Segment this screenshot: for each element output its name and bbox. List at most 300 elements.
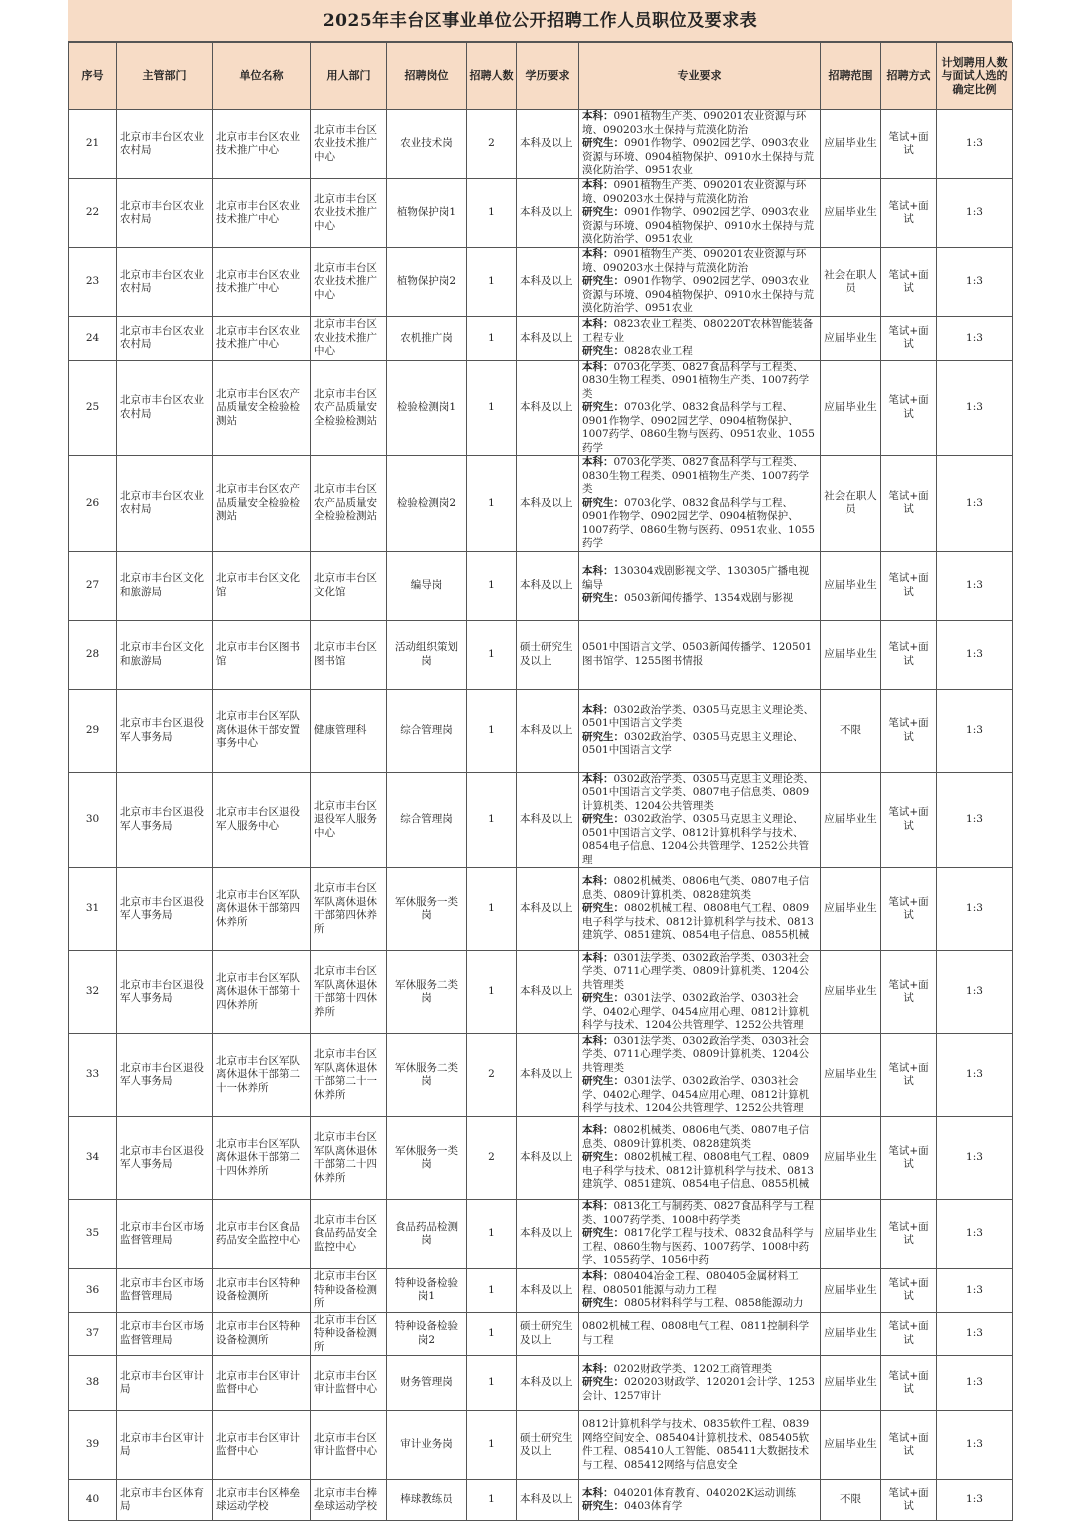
cell-education: 本科及以上 <box>517 317 579 361</box>
major-graduate-label: 研究生： <box>582 1376 624 1389</box>
cell-education: 硕士研究生及以上 <box>517 1411 579 1480</box>
cell-scope: 社会在职人员 <box>821 456 881 552</box>
cell-no: 31 <box>69 868 117 951</box>
major-undergrad <box>582 1487 817 1501</box>
cell-unit: 北京市丰台区军队离休退休干部第二十一休养所 <box>213 1034 311 1117</box>
major-graduate-label: 研究生： <box>582 1227 624 1240</box>
cell-method: 笔试+面试 <box>881 1411 937 1480</box>
cell-count: 1 <box>467 360 517 456</box>
table-row <box>69 1034 1013 1117</box>
cell-no: 26 <box>69 456 117 552</box>
table-row <box>69 689 1013 772</box>
cell-user-dept: 北京市丰台区农业技术推广中心 <box>311 317 387 361</box>
major-graduate-text: 0403体育学 <box>624 1500 683 1512</box>
cell-user-dept: 北京市丰台区退役军人服务中心 <box>311 772 387 868</box>
table-row <box>69 1480 1013 1521</box>
cell-no: 37 <box>69 1312 117 1356</box>
major-graduate-label: 研究生： <box>582 1297 624 1309</box>
major-undergrad <box>582 952 817 993</box>
cell-dept: 北京市丰台区文化和旅游局 <box>117 551 213 620</box>
cell-dept: 北京市丰台区文化和旅游局 <box>117 620 213 689</box>
cell-user-dept: 北京市丰台区军队离休退休干部第四休养所 <box>311 868 387 951</box>
cell-post: 检验检测岗1 <box>387 360 467 456</box>
major-graduate-label: 研究生： <box>582 730 624 743</box>
cell-user-dept: 北京市丰台区军队离休退休干部第二十一休养所 <box>311 1034 387 1117</box>
cell-no: 34 <box>69 1117 117 1200</box>
major-undergrad-label: 本科： <box>582 110 614 123</box>
cell-method: 笔试+面试 <box>881 551 937 620</box>
cell-dept: 北京市丰台区审计局 <box>117 1411 213 1480</box>
major-graduate-label: 研究生： <box>582 401 624 413</box>
table-row <box>69 1356 1013 1411</box>
major-undergrad-label: 本科： <box>582 772 614 785</box>
major-undergrad-text: 0301法学类、0302政治学类、0303社会学类、0711心理学类、0809计算机类、1204公共管理类 <box>582 1034 810 1074</box>
major-undergrad-label: 本科： <box>582 703 614 716</box>
cell-count: 1 <box>467 1200 517 1269</box>
cell-method: 笔试+面试 <box>881 620 937 689</box>
cell-ratio: 1:3 <box>937 1411 1013 1480</box>
cell-count: 2 <box>467 1034 517 1117</box>
cell-method: 笔试+面试 <box>881 1200 937 1269</box>
cell-post: 编导岗 <box>387 551 467 620</box>
cell-scope: 应届毕业生 <box>821 1411 881 1480</box>
major-undergrad-text: 0802机械类、0806电气类、0807电子信息类、0809计算机类、0828建筑类 <box>582 1124 810 1150</box>
cell-unit: 北京市丰台区审计监督中心 <box>213 1356 311 1411</box>
cell-count: 1 <box>467 1269 517 1313</box>
major-undergrad-label: 本科： <box>582 360 614 373</box>
major-graduate <box>582 1297 817 1311</box>
major-graduate <box>582 1151 817 1192</box>
table-row <box>69 1117 1013 1200</box>
cell-major <box>579 1411 821 1480</box>
table-row <box>69 1312 1013 1356</box>
cell-no: 40 <box>69 1480 117 1521</box>
major-graduate <box>582 401 817 455</box>
cell-post: 军休服务一类岗 <box>387 1117 467 1200</box>
major-undergrad-label: 本科： <box>582 179 614 192</box>
table-row <box>69 1411 1013 1480</box>
major-graduate <box>582 592 817 606</box>
cell-major <box>579 551 821 620</box>
major-graduate-label: 研究生： <box>582 345 624 357</box>
major-text: 0802机械工程、0808电气工程、0811控制科学与工程 <box>582 1320 810 1346</box>
cell-scope: 应届毕业生 <box>821 620 881 689</box>
major-graduate-text: 0301法学、0302政治学、0303社会学、0402心理学、0454应用心理、0812计算机科学与技术、1204公共管理学、1252公共管理 <box>582 1075 810 1114</box>
cell-ratio: 1:3 <box>937 689 1013 772</box>
major-undergrad-label: 本科： <box>582 1124 614 1137</box>
cell-user-dept: 北京市丰台区农业技术推广中心 <box>311 179 387 248</box>
cell-post: 特种设备检验岗1 <box>387 1269 467 1313</box>
major-undergrad-text: 0703化学类、0827食品科学与工程类、0830生物工程类、0901植物生产类、1007药学类 <box>582 456 810 495</box>
header-dept: 主管部门 <box>117 43 213 110</box>
cell-post: 综合管理岗 <box>387 772 467 868</box>
major-graduate-label: 研究生： <box>582 496 624 509</box>
major-undergrad-label: 本科： <box>582 951 614 964</box>
cell-scope: 应届毕业生 <box>821 868 881 951</box>
header-ratio: 计划聘用人数与面试人选的确定比例 <box>937 43 1013 110</box>
cell-count: 1 <box>467 1480 517 1521</box>
major-graduate-text: 0901作物学、0902园艺学、0903农业资源与环境、0904植物保护、0910水土保持与荒漠化防治学、0951农业 <box>582 206 814 246</box>
cell-no: 27 <box>69 551 117 620</box>
cell-ratio: 1:3 <box>937 1356 1013 1411</box>
cell-count: 2 <box>467 110 517 179</box>
cell-scope: 不限 <box>821 1480 881 1521</box>
cell-post: 活动组织策划岗 <box>387 620 467 689</box>
cell-method: 笔试+面试 <box>881 110 937 179</box>
cell-no: 32 <box>69 951 117 1034</box>
cell-major <box>579 951 821 1034</box>
cell-major <box>579 110 821 179</box>
major-undergrad-text: 0302政治学类、0305马克思主义理论类、0501中国语言文学类、0807电子信息类、0809计算机类、1204公共管理类 <box>582 772 814 812</box>
cell-dept: 北京市丰台区退役军人事务局 <box>117 868 213 951</box>
table-row <box>69 620 1013 689</box>
major-graduate-text: 0901作物学、0902园艺学、0903农业资源与环境、0904植物保护、0910水土保持与荒漠化防治学、0951农业 <box>582 275 814 315</box>
cell-count: 1 <box>467 689 517 772</box>
major-graduate-text: 0302政治学、0305马克思主义理论、0501中国语言文学、0812计算机科学与技术、0854电子信息、1204公共管理学、1252公共管理 <box>582 813 810 866</box>
cell-scope: 应届毕业生 <box>821 1117 881 1200</box>
major-undergrad-label: 本科： <box>582 1034 614 1047</box>
cell-post: 植物保护岗1 <box>387 179 467 248</box>
major-text: 0501中国语言文学、0503新闻传播学、120501图书馆学、1255图书情报 <box>582 641 813 667</box>
cell-user-dept: 北京市丰台区军队离休退休干部第十四休养所 <box>311 951 387 1034</box>
header-user-dept: 用人部门 <box>311 43 387 110</box>
cell-count: 2 <box>467 1117 517 1200</box>
cell-unit: 北京市丰台区农业技术推广中心 <box>213 179 311 248</box>
major-graduate-text: 0817化学工程与技术、0832食品科学与工程、0860生物与医药、1007药学、1008中药学、1055药学、1056中药 <box>582 1227 814 1267</box>
cell-method: 笔试+面试 <box>881 1312 937 1356</box>
cell-no: 22 <box>69 179 117 248</box>
cell-education: 本科及以上 <box>517 1356 579 1411</box>
cell-method: 笔试+面试 <box>881 1480 937 1521</box>
major-graduate <box>582 1500 817 1514</box>
cell-education: 本科及以上 <box>517 456 579 552</box>
major-graduate-label: 研究生： <box>582 813 624 825</box>
major-graduate <box>582 992 817 1033</box>
major-text: 0812计算机科学与技术、0835软件工程、0839网络空间安全、085404计算机技术、085405软件工程、085410人工智能、085411大数据技术与工程、085412网络与信息安全 <box>582 1418 810 1471</box>
cell-method: 笔试+面试 <box>881 951 937 1034</box>
cell-no: 24 <box>69 317 117 361</box>
cell-ratio: 1:3 <box>937 1117 1013 1200</box>
cell-no: 39 <box>69 1411 117 1480</box>
cell-count: 1 <box>467 951 517 1034</box>
cell-ratio: 1:3 <box>937 360 1013 456</box>
major-undergrad-text: 080404冶金工程、080405金属材料工程、080501能源与动力工程 <box>582 1270 799 1296</box>
cell-major <box>579 1312 821 1356</box>
major-undergrad <box>582 773 817 814</box>
cell-unit: 北京市丰台区图书馆 <box>213 620 311 689</box>
cell-unit: 北京市丰台区农产品质量安全检验检测站 <box>213 360 311 456</box>
major-undergrad-text: 0301法学类、0302政治学类、0303社会学类、0711心理学类、0809计算机类、1204公共管理类 <box>582 951 810 991</box>
table-row <box>69 179 1013 248</box>
cell-user-dept: 北京市丰台棒垒球运动学校 <box>311 1480 387 1521</box>
major-graduate <box>582 813 817 867</box>
cell-method: 笔试+面试 <box>881 1034 937 1117</box>
cell-no: 29 <box>69 689 117 772</box>
cell-major <box>579 868 821 951</box>
major-graduate-label: 研究生： <box>582 1075 624 1087</box>
positions-table <box>68 42 1013 1521</box>
major-undergrad-label: 本科： <box>582 875 614 888</box>
cell-ratio: 1:3 <box>937 456 1013 552</box>
cell-method: 笔试+面试 <box>881 317 937 361</box>
major-graduate <box>582 1227 817 1268</box>
header-major: 专业要求 <box>579 43 821 110</box>
major-undergrad-text: 0901植物生产类、090201农业资源与环境、090203水土保持与荒漠化防治 <box>582 110 807 136</box>
major-graduate-text: 0302政治学、0305马克思主义理论、0501中国语言文学 <box>582 730 804 756</box>
cell-scope: 应届毕业生 <box>821 551 881 620</box>
major-undergrad <box>582 565 817 592</box>
cell-unit: 北京市丰台区农产品质量安全检验检测站 <box>213 456 311 552</box>
major-graduate-text: 0828农业工程 <box>624 345 693 357</box>
cell-education: 本科及以上 <box>517 179 579 248</box>
major-undergrad <box>582 361 817 402</box>
cell-scope: 应届毕业生 <box>821 317 881 361</box>
cell-post: 植物保护岗2 <box>387 248 467 317</box>
cell-education: 本科及以上 <box>517 1200 579 1269</box>
table-row <box>69 551 1013 620</box>
cell-scope: 不限 <box>821 689 881 772</box>
cell-major <box>579 456 821 552</box>
cell-unit: 北京市丰台区军队离休退休干部第四休养所 <box>213 868 311 951</box>
major-undergrad-text: 0901植物生产类、090201农业资源与环境、090203水土保持与荒漠化防治 <box>582 248 807 274</box>
cell-education: 本科及以上 <box>517 551 579 620</box>
cell-education: 硕士研究生及以上 <box>517 1312 579 1356</box>
major-graduate-label: 研究生： <box>582 206 624 219</box>
major-graduate <box>582 206 817 247</box>
major-graduate <box>582 902 817 943</box>
cell-major <box>579 360 821 456</box>
cell-ratio: 1:3 <box>937 772 1013 868</box>
cell-dept: 北京市丰台区退役军人事务局 <box>117 1034 213 1117</box>
cell-post: 军休服务二类岗 <box>387 1034 467 1117</box>
cell-count: 1 <box>467 248 517 317</box>
table-row <box>69 110 1013 179</box>
major-undergrad-text: 0901植物生产类、090201农业资源与环境、090203水土保持与荒漠化防治 <box>582 179 807 205</box>
cell-post: 军休服务二类岗 <box>387 951 467 1034</box>
cell-user-dept: 北京市丰台区农业技术推广中心 <box>311 248 387 317</box>
cell-unit: 北京市丰台区审计监督中心 <box>213 1411 311 1480</box>
cell-unit: 北京市丰台区农业技术推广中心 <box>213 317 311 361</box>
major-graduate-text: 0805材料科学与工程、0858能源动力 <box>624 1297 804 1309</box>
header-education: 学历要求 <box>517 43 579 110</box>
major-undergrad-label: 本科： <box>582 565 614 578</box>
major-undergrad-label: 本科： <box>582 248 614 261</box>
cell-post: 军休服务一类岗 <box>387 868 467 951</box>
cell-major <box>579 1034 821 1117</box>
major-undergrad-text: 040201体育教育、040202K运动训练 <box>613 1486 797 1499</box>
cell-count: 1 <box>467 551 517 620</box>
major-undergrad-text: 0703化学类、0827食品科学与工程类、0830生物工程类、0901植物生产类、1007药学类 <box>582 360 810 400</box>
cell-unit: 北京市丰台区食品药品安全监控中心 <box>213 1200 311 1269</box>
cell-scope: 应届毕业生 <box>821 772 881 868</box>
major-graduate-text: 0703化学、0832食品科学与工程、0901作物学、0902园艺学、0904植物保护、1007药学、0860生物与医药、0951农业、1055药学 <box>582 401 815 454</box>
major-graduate-label: 研究生： <box>582 137 624 150</box>
cell-method: 笔试+面试 <box>881 772 937 868</box>
cell-ratio: 1:3 <box>937 1480 1013 1521</box>
cell-no: 35 <box>69 1200 117 1269</box>
major-graduate-text: 0802机械工程、0808电气工程、0809电子科学与技术、0812计算机科学与技术、0813建筑学、0851建筑、0854电子信息、0855机械 <box>582 1151 814 1191</box>
cell-method: 笔试+面试 <box>881 868 937 951</box>
major-graduate-text: 020203财政学、120201会计学、1253会计、1257审计 <box>582 1376 815 1402</box>
major-undergrad-label: 本科： <box>582 1362 614 1375</box>
cell-no: 21 <box>69 110 117 179</box>
cell-user-dept: 北京市丰台区军队离休退休干部第二十四休养所 <box>311 1117 387 1200</box>
cell-major <box>579 772 821 868</box>
cell-unit: 北京市丰台区退役军人服务中心 <box>213 772 311 868</box>
table-row <box>69 951 1013 1034</box>
cell-unit: 北京市丰台区特种设备检测所 <box>213 1269 311 1313</box>
cell-count: 1 <box>467 868 517 951</box>
major-undergrad <box>582 1200 817 1227</box>
header-post: 招聘岗位 <box>387 43 467 110</box>
table-body <box>69 110 1013 1521</box>
cell-major <box>579 179 821 248</box>
header-count: 招聘人数 <box>467 43 517 110</box>
cell-no: 33 <box>69 1034 117 1117</box>
major-graduate <box>582 1075 817 1116</box>
cell-scope: 应届毕业生 <box>821 1034 881 1117</box>
cell-scope: 应届毕业生 <box>821 110 881 179</box>
major-graduate-label: 研究生： <box>582 275 624 288</box>
cell-no: 23 <box>69 248 117 317</box>
cell-dept: 北京市丰台区市场监督管理局 <box>117 1200 213 1269</box>
cell-user-dept: 北京市丰台区审计监督中心 <box>311 1411 387 1480</box>
cell-post: 棒球教练员 <box>387 1480 467 1521</box>
cell-count: 1 <box>467 456 517 552</box>
cell-unit: 北京市丰台区农业技术推广中心 <box>213 248 311 317</box>
major-undergrad-text: 0202财政学类、1202工商管理类 <box>613 1362 772 1375</box>
cell-user-dept: 健康管理科 <box>311 689 387 772</box>
cell-ratio: 1:3 <box>937 951 1013 1034</box>
cell-dept: 北京市丰台区市场监督管理局 <box>117 1312 213 1356</box>
major-undergrad-text: 0823农业工程类、080220T农林智能装备工程专业 <box>582 318 814 344</box>
cell-unit: 北京市丰台区特种设备检测所 <box>213 1312 311 1356</box>
cell-dept: 北京市丰台区退役军人事务局 <box>117 1117 213 1200</box>
major-graduate-text: 0301法学、0302政治学、0303社会学、0402心理学、0454应用心理、0812计算机科学与技术、1204公共管理学、1252公共管理 <box>582 992 810 1031</box>
cell-education: 本科及以上 <box>517 689 579 772</box>
major-undergrad <box>582 318 817 345</box>
cell-major <box>579 248 821 317</box>
major-graduate <box>582 1376 817 1403</box>
cell-dept: 北京市丰台区农业农村局 <box>117 317 213 361</box>
header-method: 招聘方式 <box>881 43 937 110</box>
cell-ratio: 1:3 <box>937 248 1013 317</box>
major-graduate-text: 0901作物学、0902园艺学、0903农业资源与环境、0904植物保护、0910水土保持与荒漠化防治学、0951农业 <box>582 137 814 177</box>
table-row <box>69 868 1013 951</box>
major-graduate-text: 0703化学、0832食品科学与工程、0901作物学、0902园艺学、0904植物保护、1007药学、0860生物与医药、0951农业、1055药学 <box>582 496 815 549</box>
cell-user-dept: 北京市丰台区食品药品安全监控中心 <box>311 1200 387 1269</box>
cell-post: 农机推广岗 <box>387 317 467 361</box>
cell-ratio: 1:3 <box>937 179 1013 248</box>
cell-scope: 应届毕业生 <box>821 1269 881 1313</box>
cell-no: 30 <box>69 772 117 868</box>
cell-method: 笔试+面试 <box>881 1356 937 1411</box>
cell-unit: 北京市丰台区军队离休退休干部第十四休养所 <box>213 951 311 1034</box>
cell-scope: 应届毕业生 <box>821 1312 881 1356</box>
cell-unit: 北京市丰台区军队离休退休干部第二十四休养所 <box>213 1117 311 1200</box>
cell-dept: 北京市丰台区农业农村局 <box>117 456 213 552</box>
cell-post: 食品药品检测岗 <box>387 1200 467 1269</box>
major-undergrad-label: 本科： <box>582 456 614 468</box>
cell-dept: 北京市丰台区退役军人事务局 <box>117 689 213 772</box>
cell-education: 本科及以上 <box>517 951 579 1034</box>
cell-dept: 北京市丰台区退役军人事务局 <box>117 951 213 1034</box>
cell-dept: 北京市丰台区审计局 <box>117 1356 213 1411</box>
cell-method: 笔试+面试 <box>881 689 937 772</box>
cell-user-dept: 北京市丰台区特种设备检测所 <box>311 1312 387 1356</box>
cell-major <box>579 1356 821 1411</box>
major-graduate <box>582 497 817 551</box>
major-undergrad-text: 130304戏剧影视文学、130305广播电视编导 <box>582 565 810 591</box>
cell-user-dept: 北京市丰台区农业技术推广中心 <box>311 110 387 179</box>
major-undergrad <box>582 248 817 275</box>
major-undergrad <box>582 1124 817 1151</box>
cell-method: 笔试+面试 <box>881 179 937 248</box>
cell-scope: 应届毕业生 <box>821 951 881 1034</box>
cell-education: 本科及以上 <box>517 1117 579 1200</box>
major-undergrad-label: 本科： <box>582 1270 614 1282</box>
table-row <box>69 1200 1013 1269</box>
major-graduate-text: 0503新闻传播学、1354戏剧与影视 <box>624 592 793 605</box>
cell-user-dept: 北京市丰台区农产品质量安全检验检测站 <box>311 456 387 552</box>
major-graduate-label: 研究生： <box>582 1500 624 1512</box>
header-no: 序号 <box>69 43 117 110</box>
cell-education: 硕士研究生及以上 <box>517 620 579 689</box>
cell-ratio: 1:3 <box>937 1200 1013 1269</box>
cell-education: 本科及以上 <box>517 1269 579 1313</box>
major-undergrad-label: 本科： <box>582 1486 614 1499</box>
cell-ratio: 1:3 <box>937 317 1013 361</box>
cell-ratio: 1:3 <box>937 551 1013 620</box>
cell-ratio: 1:3 <box>937 1269 1013 1313</box>
page-title: 2025年丰台区事业单位公开招聘工作人员职位及要求表 <box>68 0 1012 42</box>
major-undergrad-label: 本科： <box>582 1200 614 1213</box>
major-graduate-label: 研究生： <box>582 1151 624 1164</box>
major-undergrad-text: 0302政治学类、0305马克思主义理论类、0501中国语言文学类 <box>582 703 814 729</box>
cell-count: 1 <box>467 1312 517 1356</box>
cell-major <box>579 1200 821 1269</box>
cell-count: 1 <box>467 1356 517 1411</box>
cell-count: 1 <box>467 772 517 868</box>
cell-ratio: 1:3 <box>937 620 1013 689</box>
cell-post: 农业技术岗 <box>387 110 467 179</box>
major-graduate <box>582 345 817 359</box>
major-undergrad <box>582 179 817 206</box>
cell-major <box>579 317 821 361</box>
table-row <box>69 360 1013 456</box>
cell-user-dept: 北京市丰台区文化馆 <box>311 551 387 620</box>
cell-scope: 应届毕业生 <box>821 360 881 456</box>
cell-unit: 北京市丰台区棒垒球运动学校 <box>213 1480 311 1521</box>
cell-method: 笔试+面试 <box>881 456 937 552</box>
header-row <box>69 43 1013 110</box>
cell-dept: 北京市丰台区农业农村局 <box>117 110 213 179</box>
cell-scope: 社会在职人员 <box>821 248 881 317</box>
major-undergrad <box>582 1270 817 1297</box>
major-graduate-label: 研究生： <box>582 592 624 605</box>
cell-ratio: 1:3 <box>937 1034 1013 1117</box>
major-graduate <box>582 137 817 178</box>
cell-dept: 北京市丰台区市场监督管理局 <box>117 1269 213 1313</box>
cell-user-dept: 北京市丰台区图书馆 <box>311 620 387 689</box>
cell-dept: 北京市丰台区农业农村局 <box>117 248 213 317</box>
cell-major <box>579 1269 821 1313</box>
cell-method: 笔试+面试 <box>881 360 937 456</box>
cell-no: 25 <box>69 360 117 456</box>
major-undergrad <box>582 110 817 137</box>
cell-post: 审计业务岗 <box>387 1411 467 1480</box>
cell-post: 综合管理岗 <box>387 689 467 772</box>
